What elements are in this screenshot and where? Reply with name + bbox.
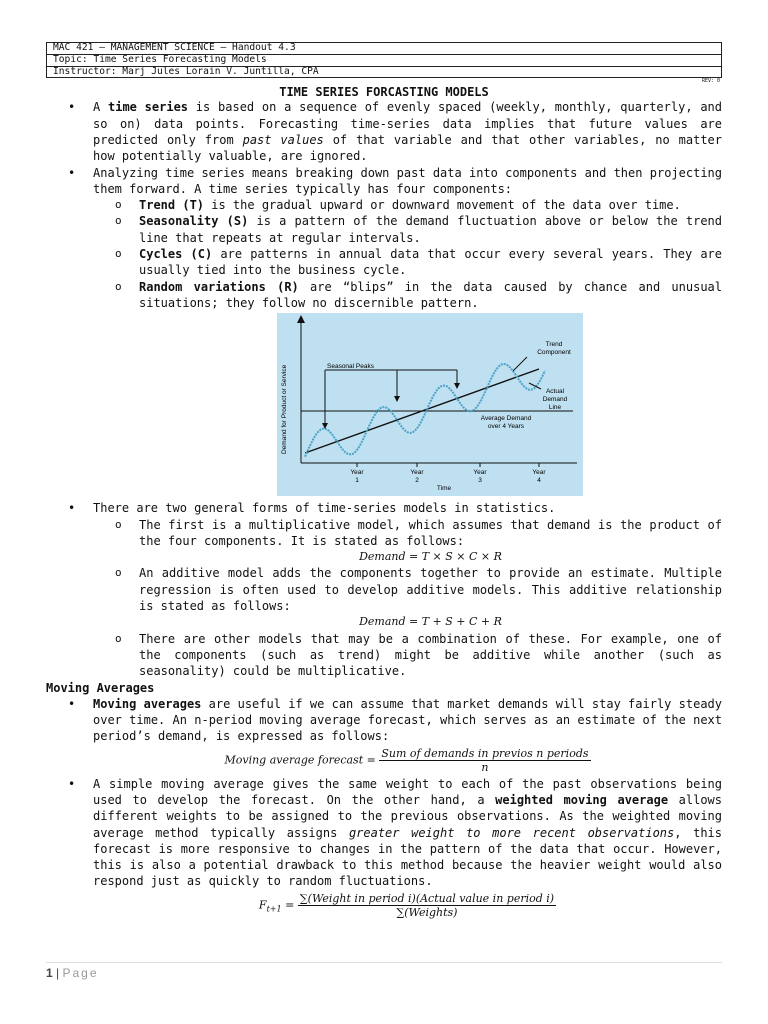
page-footer — [46, 962, 722, 980]
bullet-dot-icon: • — [68, 165, 76, 180]
revision-label: REV: 0 — [701, 78, 720, 85]
bullet-analyzing: • Analyzing time series means breaking down past data into components and then projecting them forward. A time series typically has four components: — [68, 165, 722, 196]
header-box — [46, 42, 722, 78]
circle-bullet-icon: o — [115, 247, 122, 261]
moving-average-formula: Moving average forecast = $\frac{\text{Sum of demands in previos n periods}}{n}$ — [224, 746, 589, 774]
actual-label-2: Demand — [542, 396, 568, 404]
y-axis-arrow-icon — [297, 315, 305, 323]
trend-label-1: Trend — [545, 341, 563, 349]
bullet-moving-averages: • Moving averages are useful if we can assume that market demands will stay fairly steady over time. An n-period moving average forecast, which serves as an estimate of the next period’s demand, is expressed as follows: Moving average forecast = $\frac{\text{Sum of demands in previos n periods}}{n}$ — [68, 696, 722, 774]
bullet-weighted-moving-average: • A simple moving average gives the same weight to each of the past observations being used to develop the forecast. On the other hand, a weighted moving average allows different weights to be assigned to the previous observations. As the weighted moving average method typically assigns greater weight to more recent observations, this forecast is more responsive to changes in the pattern of the data that occur. However, this is also a potential drawback to this method because the heavier weight would also respond just as quickly to random fluctuations. $F_{t+1}$ = $\frac{\text{∑(Weight in period i)(Actual value in period i)}}{\text{∑(Weights)}}$ — [68, 776, 722, 919]
trend-label-2: Component — [537, 349, 571, 357]
sub-bullet-multiplicative: o The first is a multiplicative model, which assumes that demand is the product of the four components. It is stated as follows: Demand = T × S × C × R — [46, 517, 722, 566]
document-body — [46, 99, 722, 918]
tick-label-bottom: 1 — [355, 477, 359, 485]
bullet-dot-icon: • — [68, 776, 76, 791]
bullet-model-forms: • There are two general forms of time-series models in statistics. — [68, 501, 556, 516]
circle-bullet-icon: o — [115, 517, 122, 531]
handout-page — [46, 42, 722, 921]
circle-bullet-icon: o — [115, 279, 122, 293]
sub-bullet-seasonality: o Seasonality (S) is a pattern of the demand fluctuation above or below the trend line that repeats at regular intervals. — [115, 214, 722, 245]
time-series-diagram — [277, 313, 583, 496]
sub-bullet-random: o Random variations (R) are “blips” in the data caused by chance and unusual situations; they follow no discernible pattern. — [115, 279, 722, 310]
circle-bullet-icon: o — [115, 631, 122, 645]
bullet-dot-icon: • — [68, 696, 76, 711]
tick-label-bottom: 3 — [478, 477, 482, 485]
page-word: Page — [62, 966, 99, 980]
circle-bullet-icon: o — [115, 198, 122, 212]
actual-label-3: Line — [548, 404, 562, 412]
bullet-dot-icon: • — [68, 100, 76, 115]
arrow-down-icon — [394, 396, 400, 402]
multiplicative-equation: Demand = T × S × C × R — [359, 550, 502, 564]
arrow-down-icon — [454, 383, 460, 389]
average-label-2: over 4 Years — [487, 423, 525, 431]
actual-label-1: Actual — [545, 388, 565, 396]
document-title: TIME SERIES FORCASTING MODELS — [279, 85, 489, 100]
bullet-time-series: • A time series is based on a sequence of evenly spaced (weekly, monthly, quarterly, and so on) data points. Forecasting time-series data implies that future values are predicted only from past values of that variable and that other variables, no matter how potentially valuable, are ignored. — [68, 100, 722, 164]
weighted-average-formula: $F_{t+1}$ = $\frac{\text{∑(Weight in period i)(Actual value in period i)}}{\text{∑(Weights)}}$ — [258, 891, 555, 919]
seasonal-peaks-label: Seasonal Peaks — [327, 363, 374, 371]
additive-equation: Demand = T + S + C + R — [359, 615, 502, 629]
trend-pointer — [513, 357, 527, 371]
sub-bullet-additive: o An additive model adds the components together to provide an estimate. Multiple regression is often used to develop additive models. This additive relationship is stated as follows: Demand = T + S + C + R — [46, 565, 722, 630]
bullet-dot-icon: • — [68, 501, 76, 516]
sub-bullet-combination: o There are other models that may be a combination of these. For example, one of the components (such as trend) might be additive while another (such as seasonality) could be multiplicative. — [115, 631, 722, 679]
tick-label-top: Year — [410, 469, 424, 477]
time-series-figure — [277, 313, 583, 496]
fraction: $\frac{\text{Sum of demands in previos n periods}}{n}$ — [381, 746, 589, 774]
topic-line: Topic: Time Series Forecasting Models — [47, 55, 721, 67]
tick-label-top: Year — [350, 469, 364, 477]
tick-label-top: Year — [532, 469, 546, 477]
tick-label-bottom: 4 — [537, 477, 541, 485]
course-line: MAC 421 – MANAGEMENT SCIENCE – Handout 4.3 — [47, 43, 721, 55]
tick-label-top: Year — [473, 469, 487, 477]
page-number: 1 — [46, 966, 53, 980]
tick-label-bottom: 2 — [415, 477, 419, 485]
circle-bullet-icon: o — [115, 214, 122, 228]
sub-bullet-trend: o Trend (T) is the gradual upward or downward movement of the data over time. — [115, 198, 681, 213]
x-axis-label: Time — [436, 485, 452, 493]
y-axis-label: Demand for Product or Service — [281, 365, 288, 455]
footer-separator: | — [52, 966, 63, 980]
fraction: $\frac{\text{∑(Weight in period i)(Actual value in period i)}}{\text{∑(Weights)}}$ — [299, 891, 555, 919]
section-heading-moving-averages: Moving Averages — [46, 680, 155, 695]
sub-bullet-cycles: o Cycles (C) are patterns in annual data that occur every several years. They are usually tied into the business cycle. — [115, 247, 723, 278]
average-label-1: Average Demand — [480, 415, 532, 423]
instructor-line: Instructor: Marj Jules Lorain V. Juntilla, CPA — [53, 66, 319, 77]
circle-bullet-icon: o — [115, 566, 122, 580]
